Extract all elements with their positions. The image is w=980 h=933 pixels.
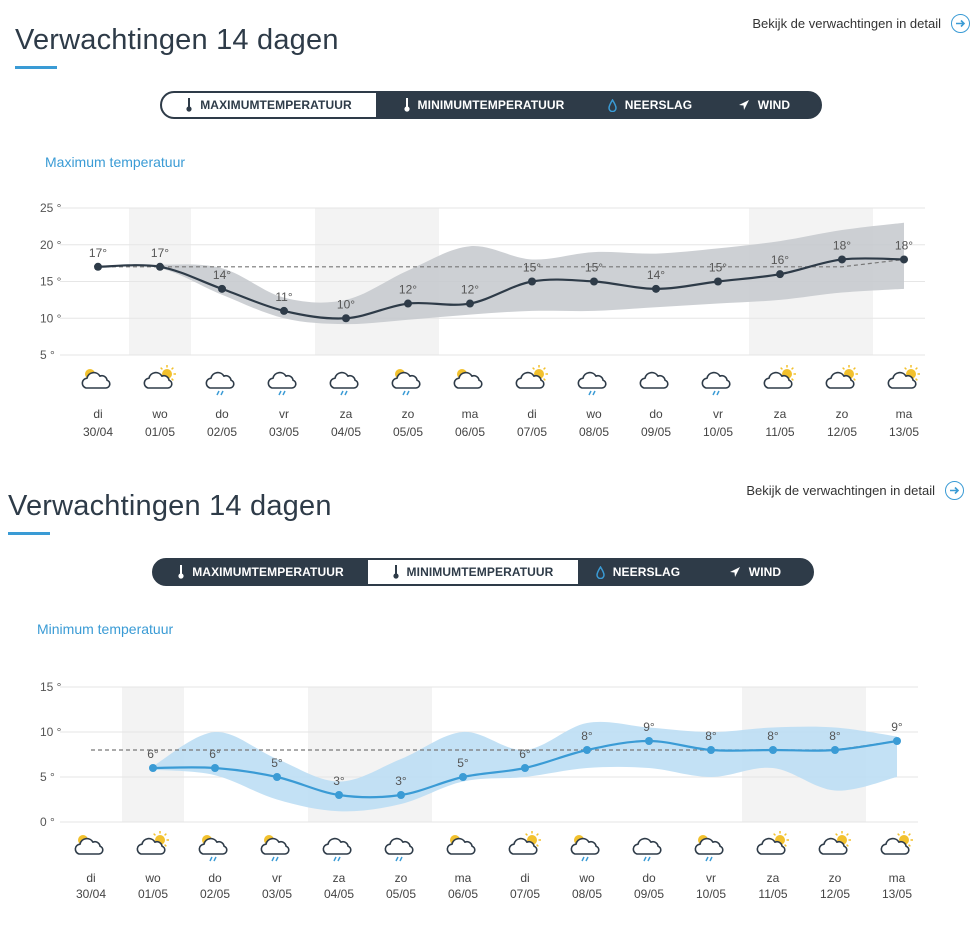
date-label: 08/05 bbox=[571, 887, 603, 901]
data-label: 14° bbox=[646, 267, 666, 282]
cloud-rain-icon bbox=[206, 373, 233, 395]
date-label: 01/05 bbox=[144, 425, 176, 439]
date-label: 13/05 bbox=[881, 887, 913, 901]
cloud-sun-icon bbox=[509, 831, 541, 854]
day-label: zo bbox=[835, 407, 849, 421]
day-label: do bbox=[642, 871, 656, 885]
data-point[interactable] bbox=[149, 764, 157, 772]
data-label: 10° bbox=[336, 297, 356, 312]
data-point[interactable] bbox=[893, 737, 901, 745]
data-point[interactable] bbox=[466, 300, 474, 308]
data-label: 6° bbox=[519, 747, 531, 761]
date-label: 10/05 bbox=[695, 887, 727, 901]
data-label: 6° bbox=[209, 747, 221, 761]
date-label: 04/05 bbox=[330, 425, 362, 439]
day-label: di bbox=[520, 871, 530, 885]
day-label: ma bbox=[454, 871, 472, 885]
data-point[interactable] bbox=[218, 285, 226, 293]
tab-maximumtemperatuur[interactable]: MAXIMUMTEMPERATUUR bbox=[162, 93, 376, 117]
data-label: 17° bbox=[88, 245, 108, 260]
day-label: vr bbox=[272, 871, 282, 885]
data-point[interactable] bbox=[838, 255, 846, 263]
day-label: wo bbox=[586, 407, 602, 421]
cloud-sun-icon bbox=[516, 365, 548, 388]
y-tick-label: 10 ° bbox=[40, 311, 62, 326]
data-point[interactable] bbox=[404, 300, 412, 308]
sun-cloud-rain-icon bbox=[392, 369, 419, 395]
data-label: 18° bbox=[894, 238, 914, 253]
data-point[interactable] bbox=[280, 307, 288, 315]
chart-subtitle: Minimum temperatuur bbox=[37, 621, 174, 637]
y-tick-label: 5 ° bbox=[40, 770, 55, 784]
data-label: 11° bbox=[275, 289, 293, 304]
cloud-sun-icon bbox=[826, 365, 858, 388]
min-temperature-chart bbox=[0, 466, 980, 933]
data-label: 3° bbox=[333, 774, 345, 788]
data-label: 8° bbox=[767, 729, 779, 743]
cloud-sun-icon bbox=[764, 365, 796, 388]
sun-cloud-icon bbox=[447, 835, 474, 854]
date-label: 02/05 bbox=[206, 425, 238, 439]
detail-link-label[interactable]: Bekijk de verwachtingen in detail bbox=[752, 16, 941, 31]
data-label: 15° bbox=[522, 260, 542, 275]
cloud-rain-icon bbox=[702, 373, 729, 395]
data-point[interactable] bbox=[583, 746, 591, 754]
date-label: 09/05 bbox=[633, 887, 665, 901]
day-label: di bbox=[93, 407, 103, 421]
day-label: zo bbox=[828, 871, 842, 885]
day-label: wo bbox=[579, 871, 595, 885]
y-tick-label: 15 ° bbox=[40, 274, 62, 289]
date-label: 06/05 bbox=[454, 425, 486, 439]
detail-link-label[interactable]: Bekijk de verwachtingen in detail bbox=[746, 483, 935, 498]
date-label: 30/04 bbox=[75, 887, 107, 901]
tab-minimumtemperatuur[interactable]: MINIMUMTEMPERATUUR bbox=[368, 560, 578, 584]
sun-cloud-rain-icon bbox=[199, 835, 226, 861]
sun-cloud-rain-icon bbox=[695, 835, 722, 861]
data-label: 9° bbox=[891, 720, 903, 734]
forecast-panel-max bbox=[0, 0, 980, 466]
cloud-sun-icon bbox=[144, 365, 176, 388]
y-tick-label: 0 ° bbox=[40, 815, 55, 829]
day-label: ma bbox=[888, 871, 906, 885]
y-tick-label: 5 ° bbox=[40, 348, 55, 362]
data-point[interactable] bbox=[156, 263, 164, 271]
tab-maximumtemperatuur[interactable]: MAXIMUMTEMPERATUUR bbox=[154, 560, 368, 584]
day-label: wo bbox=[152, 407, 168, 421]
day-label: vr bbox=[713, 407, 723, 421]
date-label: 09/05 bbox=[640, 425, 672, 439]
tab-wind[interactable]: WIND bbox=[698, 560, 812, 584]
data-label: 12° bbox=[398, 282, 418, 297]
data-label: 14° bbox=[212, 267, 232, 282]
data-label: 18° bbox=[832, 238, 852, 253]
cloud-sun-icon bbox=[757, 831, 789, 854]
data-label: 8° bbox=[705, 729, 717, 743]
date-label: 13/05 bbox=[888, 425, 920, 439]
max-temperature-chart bbox=[0, 0, 980, 466]
cloud-sun-icon bbox=[137, 831, 169, 854]
cloud-sun-icon bbox=[819, 831, 851, 854]
date-label: 03/05 bbox=[268, 425, 300, 439]
cloud-sun-icon bbox=[888, 365, 920, 388]
day-label: za bbox=[339, 407, 353, 421]
date-label: 01/05 bbox=[137, 887, 169, 901]
day-label: do bbox=[649, 407, 663, 421]
y-tick-label: 20 ° bbox=[40, 237, 62, 252]
date-label: 08/05 bbox=[578, 425, 610, 439]
data-point[interactable] bbox=[769, 746, 777, 754]
day-label: za bbox=[332, 871, 346, 885]
data-label: 15° bbox=[584, 260, 604, 275]
data-label: 17° bbox=[150, 245, 170, 260]
date-label: 02/05 bbox=[199, 887, 231, 901]
day-label: vr bbox=[706, 871, 716, 885]
data-label: 8° bbox=[829, 729, 841, 743]
day-label: zo bbox=[394, 871, 408, 885]
data-point[interactable] bbox=[459, 773, 467, 781]
chart-subtitle: Maximum temperatuur bbox=[45, 154, 186, 170]
data-point[interactable] bbox=[590, 278, 598, 286]
cloud-rain-icon bbox=[385, 839, 412, 861]
day-label: ma bbox=[461, 407, 479, 421]
day-label: do bbox=[215, 407, 229, 421]
date-label: 07/05 bbox=[516, 425, 548, 439]
date-label: 30/04 bbox=[82, 425, 114, 439]
date-label: 03/05 bbox=[261, 887, 293, 901]
y-tick-label: 15 ° bbox=[40, 680, 62, 694]
tab-minimumtemperatuur[interactable]: MINIMUMTEMPERATUUR bbox=[376, 93, 592, 117]
day-label: za bbox=[773, 407, 787, 421]
day-label: ma bbox=[895, 407, 913, 421]
day-label: di bbox=[86, 871, 96, 885]
data-point[interactable] bbox=[335, 791, 343, 799]
cloud-rain-icon bbox=[330, 373, 357, 395]
sun-cloud-icon bbox=[82, 369, 109, 388]
y-tick-label: 25 ° bbox=[40, 201, 62, 215]
data-label: 9° bbox=[643, 720, 655, 734]
data-point[interactable] bbox=[714, 278, 722, 286]
data-point[interactable] bbox=[342, 314, 350, 322]
tab-neerslag[interactable]: NEERSLAG bbox=[578, 560, 698, 584]
date-label: 10/05 bbox=[702, 425, 734, 439]
cloud-rain-icon bbox=[323, 839, 350, 861]
data-label: 8° bbox=[581, 729, 593, 743]
date-label: 11/05 bbox=[758, 887, 788, 901]
data-label: 5° bbox=[271, 756, 283, 770]
forecast-panel-min bbox=[0, 466, 980, 933]
data-point[interactable] bbox=[273, 773, 281, 781]
data-point[interactable] bbox=[776, 270, 784, 278]
data-point[interactable] bbox=[397, 791, 405, 799]
data-point[interactable] bbox=[831, 746, 839, 754]
cloud-rain-icon bbox=[268, 373, 295, 395]
date-label: 04/05 bbox=[323, 887, 355, 901]
data-label: 15° bbox=[708, 260, 728, 275]
date-label: 06/05 bbox=[447, 887, 479, 901]
tab-wind[interactable]: WIND bbox=[708, 93, 820, 117]
day-label: zo bbox=[401, 407, 415, 421]
sun-cloud-icon bbox=[75, 835, 102, 854]
day-label: za bbox=[766, 871, 780, 885]
date-label: 11/05 bbox=[765, 425, 795, 439]
date-label: 05/05 bbox=[385, 887, 417, 901]
date-label: 05/05 bbox=[392, 425, 424, 439]
day-label: wo bbox=[145, 871, 161, 885]
y-tick-label: 10 ° bbox=[40, 725, 62, 739]
day-label: di bbox=[527, 407, 537, 421]
sun-cloud-icon bbox=[454, 369, 481, 388]
tab-neerslag[interactable]: NEERSLAG bbox=[592, 93, 708, 117]
sun-cloud-rain-icon bbox=[261, 835, 288, 861]
cloud-icon bbox=[640, 373, 667, 388]
day-label: do bbox=[208, 871, 222, 885]
cloud-rain-icon bbox=[633, 839, 660, 861]
sun-cloud-rain-icon bbox=[571, 835, 598, 861]
date-label: 12/05 bbox=[826, 425, 858, 439]
data-label: 3° bbox=[395, 774, 407, 788]
data-label: 5° bbox=[457, 756, 469, 770]
data-point[interactable] bbox=[211, 764, 219, 772]
data-point[interactable] bbox=[707, 746, 715, 754]
data-point[interactable] bbox=[528, 278, 536, 286]
data-point[interactable] bbox=[900, 255, 908, 263]
data-point[interactable] bbox=[94, 263, 102, 271]
data-point[interactable] bbox=[521, 764, 529, 772]
day-label: vr bbox=[279, 407, 289, 421]
page-title: Verwachtingen 14 dagen bbox=[15, 24, 339, 56]
page-title: Verwachtingen 14 dagen bbox=[8, 490, 332, 522]
date-label: 12/05 bbox=[819, 887, 851, 901]
data-label: 6° bbox=[147, 747, 159, 761]
data-point[interactable] bbox=[652, 285, 660, 293]
data-label: 12° bbox=[460, 282, 480, 297]
cloud-rain-icon bbox=[578, 373, 605, 395]
data-point[interactable] bbox=[645, 737, 653, 745]
data-label: 16° bbox=[770, 253, 790, 268]
cloud-sun-icon bbox=[881, 831, 913, 854]
date-label: 07/05 bbox=[509, 887, 541, 901]
